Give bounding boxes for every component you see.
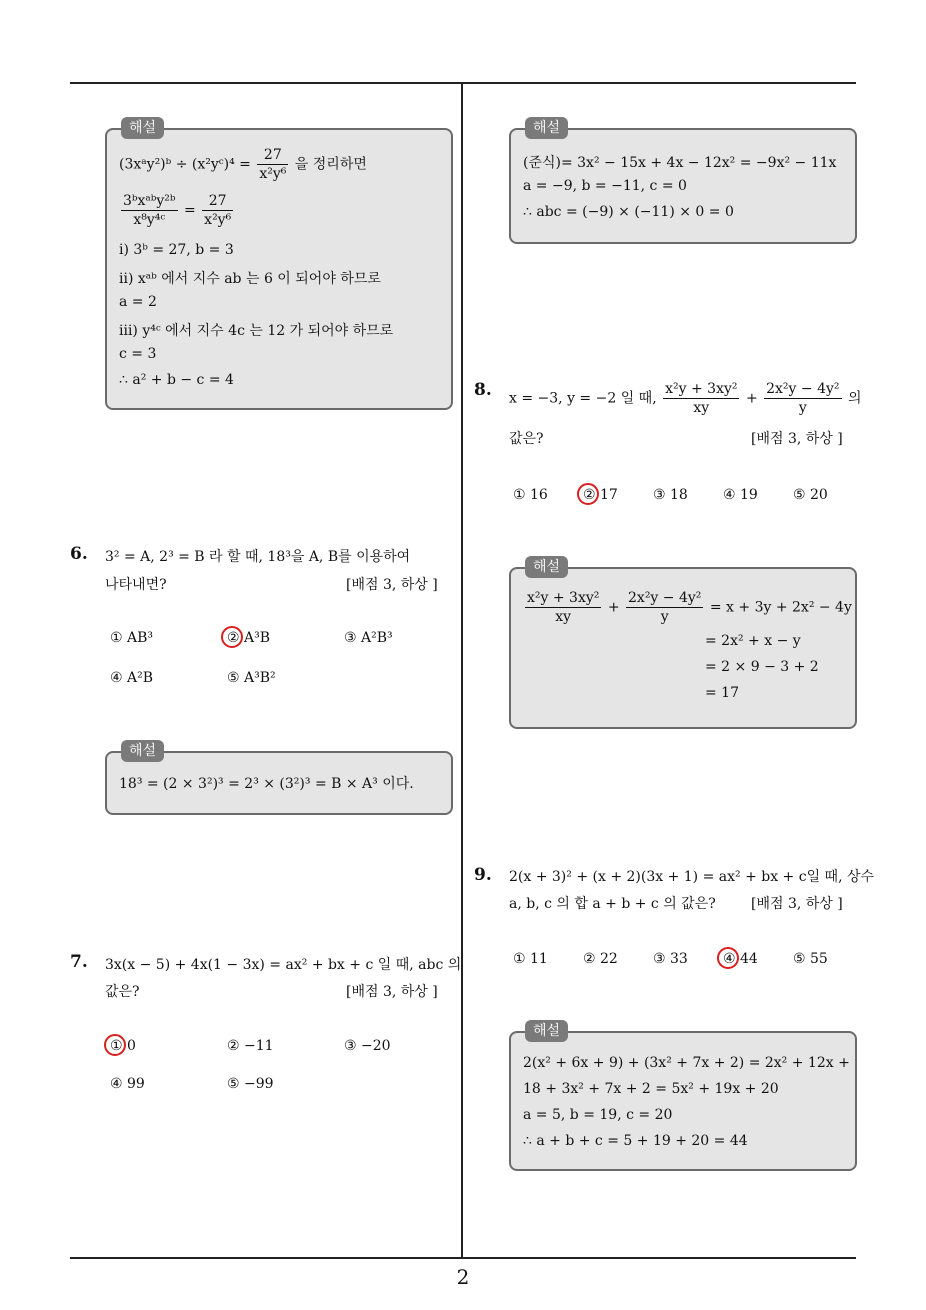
answer-mark-circle bbox=[221, 626, 243, 648]
q9-choice-2[interactable]: ② 22 bbox=[583, 951, 618, 967]
q6-choice-5[interactable]: ⑤ A³B² bbox=[227, 670, 276, 686]
sol5-line-1: (3xᵃy²)ᵇ ÷ (x²yᶜ)⁴ = $\frac{27}{\text{x²y⁶}}$ 을 정리하면 bbox=[119, 147, 367, 182]
q9-score: [배점 3, 하상 ] bbox=[751, 896, 843, 912]
fraction: $\frac{\text{2x²y − 4y²}}{y}$ bbox=[628, 590, 702, 625]
fraction: $\frac{\text{x²y + 3xy²}}{xy}$ bbox=[665, 381, 738, 416]
q8-choice-2[interactable]: ② 17 bbox=[583, 487, 618, 503]
q8-text-line-2: 값은? bbox=[509, 431, 544, 447]
q6-choice-2[interactable]: ② A³B bbox=[227, 630, 271, 646]
q8-text-line-1: x = −3, y = −2 일 때, $\frac{\text{x²y + 3xy²}}{xy}$ + $\frac{\text{2x²y − 4y²}}{y}$ 의 bbox=[509, 381, 862, 416]
sol7-line-3: ∴ abc = (−9) × (−11) × 0 = 0 bbox=[523, 204, 734, 220]
q6-choice-4[interactable]: ④ A²B bbox=[110, 670, 154, 686]
question-number-7: 7. bbox=[70, 952, 88, 972]
solution-tag: 해설 bbox=[525, 556, 568, 578]
question-number-8: 8. bbox=[474, 380, 492, 400]
column-divider bbox=[461, 83, 463, 1258]
question-number-6: 6. bbox=[70, 544, 88, 564]
q7-choice-1[interactable]: ① 0 bbox=[110, 1038, 136, 1054]
solution-tag: 해설 bbox=[121, 117, 164, 139]
q9-choice-5[interactable]: ⑤ 55 bbox=[793, 951, 828, 967]
sol5-line-5: a = 2 bbox=[119, 294, 157, 310]
q6-text-line-1: 3² = A, 2³ = B 라 할 때, 18³을 A, B를 이용하여 bbox=[105, 549, 411, 565]
sol9-line-1: 2(x² + 6x + 9) + (3x² + 7x + 2) = 2x² + 12x + bbox=[523, 1055, 850, 1071]
q7-choice-4[interactable]: ④ 99 bbox=[110, 1076, 145, 1092]
q8-choice-4[interactable]: ④ 19 bbox=[723, 487, 758, 503]
solution-tag: 해설 bbox=[525, 117, 568, 139]
sol7-line-1: (준식)= 3x² − 15x + 4x − 12x² = −9x² − 11x bbox=[523, 155, 837, 171]
sol9-line-3: a = 5, b = 19, c = 20 bbox=[523, 1107, 673, 1123]
page-number: 2 bbox=[456, 1265, 470, 1289]
q6-text-line-2: 나타내면? bbox=[105, 577, 167, 593]
q9-text-line-2: a, b, c 의 합 a + b + c 의 값은? bbox=[509, 896, 716, 912]
sol6-line-1: 18³ = (2 × 3²)³ = 2³ × (3²)³ = B × A³ 이다. bbox=[119, 776, 414, 792]
sol5-line-4: ⅱ) xᵃᵇ 에서 지수 ab 는 6 이 되어야 하므로 bbox=[119, 271, 381, 287]
sol5-line-7: c = 3 bbox=[119, 346, 157, 362]
sol9-line-4: ∴ a + b + c = 5 + 19 + 20 = 44 bbox=[523, 1133, 748, 1149]
answer-mark-circle bbox=[577, 483, 599, 505]
sol8-line-2: = 2x² + x − y bbox=[705, 633, 801, 649]
q9-choice-4[interactable]: ④ 44 bbox=[723, 951, 758, 967]
question-number-9: 9. bbox=[474, 865, 492, 885]
fraction: $\frac{27}{\text{x²y⁶}}$ bbox=[259, 147, 287, 182]
sol8-line-4: = 17 bbox=[705, 685, 739, 701]
solution-box-q8 bbox=[509, 559, 857, 729]
answer-mark-circle bbox=[717, 947, 739, 969]
q6-choice-3[interactable]: ③ A²B³ bbox=[344, 630, 393, 646]
q9-choice-3[interactable]: ③ 33 bbox=[653, 951, 688, 967]
solution-box-q7 bbox=[509, 120, 857, 244]
fraction: $\frac{\text{x²y + 3xy²}}{xy}$ bbox=[527, 590, 600, 625]
q8-score: [배점 3, 하상 ] bbox=[751, 431, 843, 447]
q7-text-line-1: 3x(x − 5) + 4x(1 − 3x) = ax² + bx + c 일 때, abc 의 bbox=[105, 957, 462, 973]
bottom-rule bbox=[70, 1257, 856, 1259]
q8-choice-1[interactable]: ① 16 bbox=[513, 487, 548, 503]
solution-tag: 해설 bbox=[121, 740, 164, 762]
q8-choice-3[interactable]: ③ 18 bbox=[653, 487, 688, 503]
sol9-line-2: 18 + 3x² + 7x + 2 = 5x² + 19x + 20 bbox=[523, 1081, 779, 1097]
answer-mark-circle bbox=[104, 1034, 126, 1056]
sol5-line-3: ⅰ) 3ᵇ = 27, b = 3 bbox=[119, 242, 234, 258]
q9-text-line-1: 2(x + 3)² + (x + 2)(3x + 1) = ax² + bx + c일 때, 상수 bbox=[509, 869, 875, 885]
q7-choice-3[interactable]: ③ −20 bbox=[344, 1038, 391, 1054]
solution-box-q9 bbox=[509, 1023, 857, 1171]
q9-choice-1[interactable]: ① 11 bbox=[513, 951, 548, 967]
q7-choice-2[interactable]: ② −11 bbox=[227, 1038, 274, 1054]
q7-choice-5[interactable]: ⑤ −99 bbox=[227, 1076, 274, 1092]
top-rule bbox=[70, 82, 856, 84]
fraction: $\frac{\text{3ᵇxᵃᵇy²ᵇ}}{\text{x⁸y⁴ᶜ}}$ bbox=[123, 193, 176, 228]
q6-score: [배점 3, 하상 ] bbox=[346, 577, 438, 593]
q8-choice-5[interactable]: ⑤ 20 bbox=[793, 487, 828, 503]
solution-box-q6 bbox=[105, 743, 453, 815]
sol8-line-3: = 2 × 9 − 3 + 2 bbox=[705, 659, 819, 675]
q6-choice-1[interactable]: ① AB³ bbox=[110, 630, 154, 646]
sol8-line-1: $\frac{\text{x²y + 3xy²}}{xy}$ + $\frac{\text{2x²y − 4y²}}{y}$ = x + 3y + 2x² − 4y bbox=[527, 590, 852, 625]
sol5-line-6: ⅲ) y⁴ᶜ 에서 지수 4c 는 12 가 되어야 하므로 bbox=[119, 323, 394, 339]
solution-box-q5 bbox=[105, 120, 453, 410]
solution-tag: 해설 bbox=[525, 1020, 568, 1042]
sol7-line-2: a = −9, b = −11, c = 0 bbox=[523, 178, 687, 194]
fraction: $\frac{\text{2x²y − 4y²}}{y}$ bbox=[766, 381, 840, 416]
sol5-line-2: $\frac{\text{3ᵇxᵃᵇy²ᵇ}}{\text{x⁸y⁴ᶜ}}$ = $\frac{27}{\text{x²y⁶}}$ bbox=[123, 193, 232, 228]
q7-score: [배점 3, 하상 ] bbox=[346, 984, 438, 1000]
fraction: $\frac{27}{\text{x²y⁶}}$ bbox=[204, 193, 232, 228]
q7-text-line-2: 값은? bbox=[105, 984, 140, 1000]
sol5-line-8: ∴ a² + b − c = 4 bbox=[119, 372, 234, 388]
